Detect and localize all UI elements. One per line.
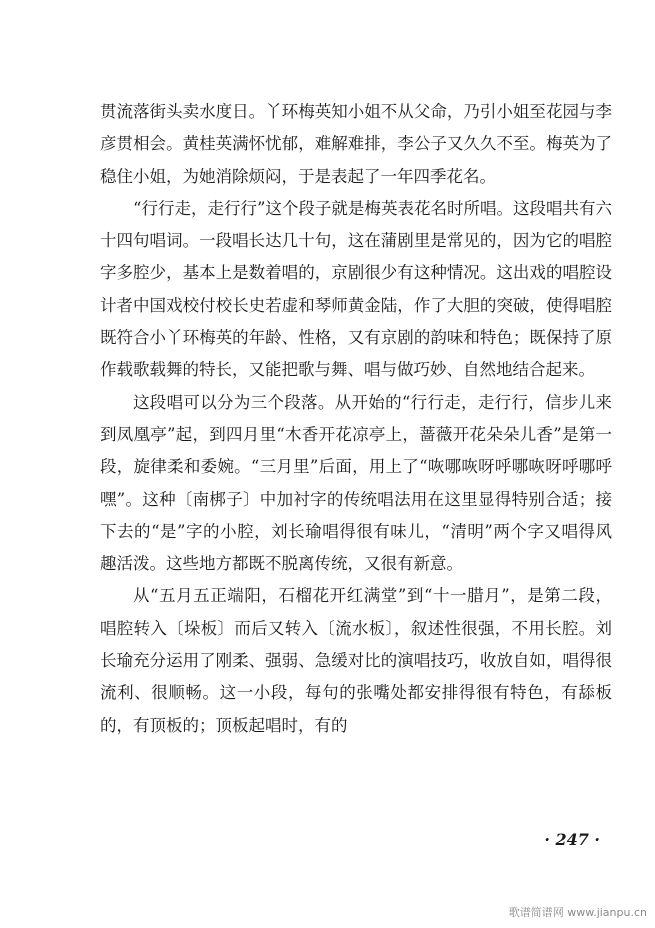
paragraph: 这段唱可以分为三个段落。从开始的“行行走，走行行，信步儿来到凤凰亭”起，到四月里“木香开花凉亭上，蔷薇开花朵朵儿香”是第一段，旋律柔和委婉。“三月里”后面，用上了“咴哪咴呀呼哪咴呀呼哪呼嘿”。这种〔南梆子〕中加衬字的传统唱法用在这里显得特别合适；接下去的“是”字的小腔，刘长瑜唱得很有味儿，“清明”两个字又唱得风趣活泼。这些地方都既不脱离传统，又很有新意。 <box>100 392 612 574</box>
paragraph: “行行走，走行行”这个段子就是梅英表花名时所唱。这段唱共有六十四句唱词。一段唱长达几十句，这在蒲剧里是常见的，因为它的唱腔字多腔少，基本上是数着唱的，京剧很少有这种情况。这出戏的唱腔设计者中国戏校付校长史若虚和琴师黄金陆，作了大胆的突破，使得唱腔既符合小丫环梅英的年龄、性格，又有京剧的韵味和特色；既保持了原作载歌载舞的特长，又能把歌与舞、唱与做巧妙、自然地结合起来。 <box>100 198 612 380</box>
site-watermark: 歌谱简谱网 www.jianpu.cn <box>508 906 647 919</box>
paragraph: 从“五月五正端阳，石榴花开红满堂”到“十一腊月”，是第二段，唱腔转入〔垛板〕而后又转入〔流水板〕，叙述性很强，不用长腔。刘长瑜充分运用了刚柔、强弱、急缓对比的演唱技巧，收放自如，唱得很流利、很顺畅。这一小段，每句的张嘴处都安排得很有特色，有舔板的，有顶板的；顶板起唱时，有的 <box>100 586 612 735</box>
page-number: · 247 · <box>544 830 600 849</box>
paragraph-continued: 贯流落街头卖水度日。丫环梅英知小姐不从父命，乃引小姐至花园与李彦贯相会。黄桂英满怀忧郁，难解难排，李公子又久久不至。梅英为了稳住小姐，为她消除烦闷，于是表起了一年四季花名。 <box>100 102 612 186</box>
text-block <box>100 96 612 742</box>
